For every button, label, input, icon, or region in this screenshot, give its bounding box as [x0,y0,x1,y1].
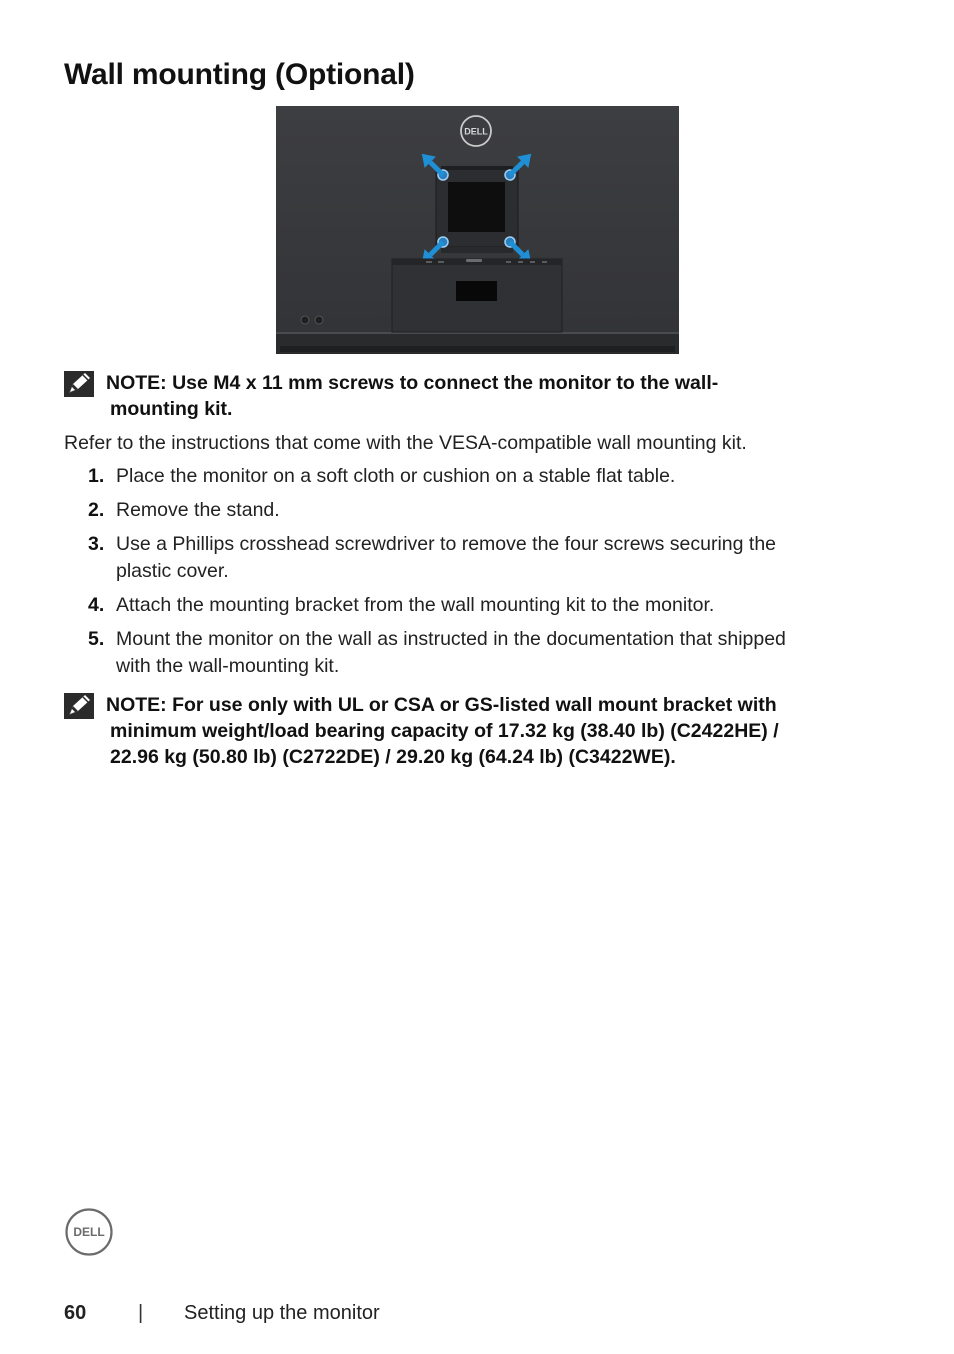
note-text-line: 22.96 kg (50.80 lb) (C2722DE) / 29.20 kg (64.24 lb) (C3422WE). [110,746,676,768]
step-number: 2. [88,499,105,521]
pencil-note-icon [64,371,94,397]
note-bracket [64,692,894,770]
step-text: Attach the mounting bracket from the wall mounting kit to the monitor. [116,594,715,616]
step-text: with the wall-mounting kit. [116,655,340,677]
list-item [88,592,878,619]
list-item [88,463,878,490]
note-text-line: Use M4 x 11 mm screws to connect the monitor to the wall- [172,372,719,394]
dell-logo-text: DELL [464,126,488,137]
footer-separator: | [138,1302,144,1324]
step-text: Mount the monitor on the wall as instructed in the documentation that shipped [116,628,786,650]
list-item [88,626,878,680]
note-text-line: minimum weight/load bearing capacity of 17.32 kg (38.40 lb) (C2422HE) / [110,720,779,742]
monitor-back-figure [276,106,679,354]
cable-opening [456,281,497,301]
list-item [88,497,878,524]
step-text: Use a Phillips crosshead screwdriver to remove the four screws securing the [116,533,777,555]
note-screws [64,370,894,422]
dell-footer-logo [64,1207,114,1257]
note-label: NOTE: [106,372,167,394]
step-text: plastic cover. [116,560,229,582]
footer-logo-text: DELL [73,1225,105,1239]
intro-paragraph: Refer to the instructions that come with the VESA-compatible wall mounting kit. [64,432,747,454]
list-item [88,531,878,585]
note-text-line: mounting kit. [110,398,233,420]
pencil-note-icon [64,693,94,719]
note-label: NOTE: [106,694,167,716]
steps-list [88,463,878,687]
page-number: 60 [64,1302,87,1324]
step-number: 3. [88,533,105,555]
step-text: Place the monitor on a soft cloth or cushion on a stable flat table. [116,465,676,487]
page-footer [64,1302,564,1330]
control-button [315,316,323,324]
step-number: 1. [88,465,105,487]
step-number: 5. [88,628,105,650]
step-text: Remove the stand. [116,499,280,521]
step-number: 4. [88,594,105,616]
page-title: Wall mounting (Optional) [64,58,415,91]
note-text-line: For use only with UL or CSA or GS-listed wall mount bracket with [172,694,777,716]
vesa-cover-opening [448,182,505,232]
section-title: Setting up the monitor [184,1302,380,1324]
control-button [301,316,309,324]
